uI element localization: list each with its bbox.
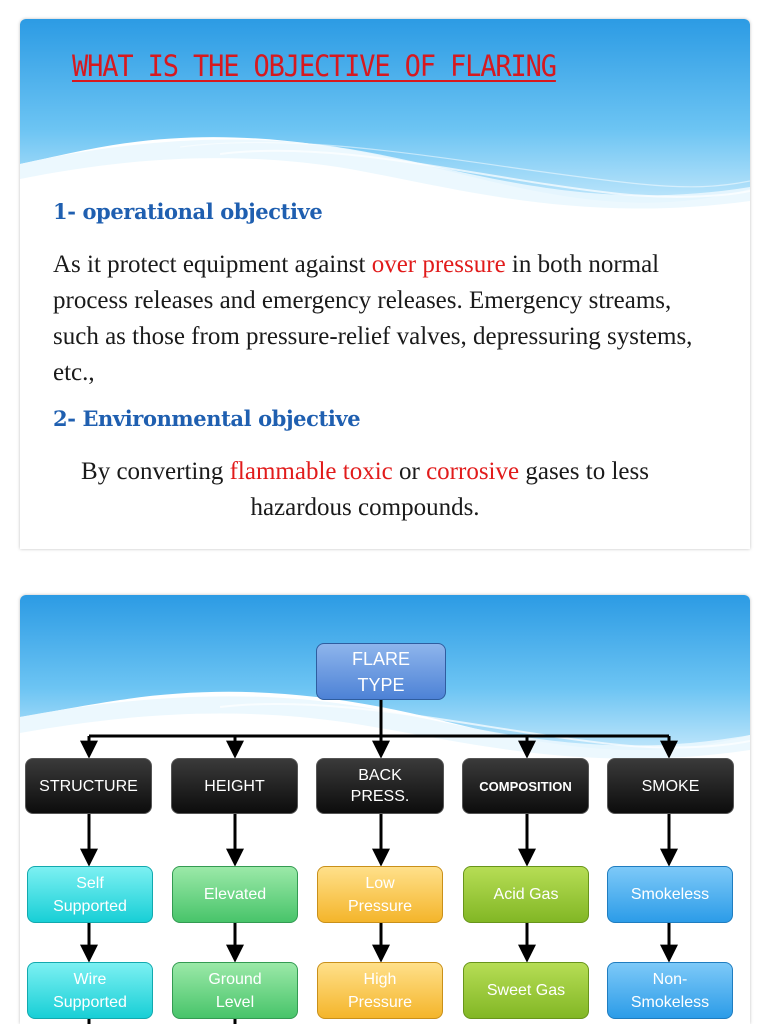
slide-title: WHAT IS THE OBJECTIVE OF FLARING <box>72 49 556 83</box>
text-segment: in both normal process releases and emergency releases. Emergency streams, such as those from pressure-relief valves, depressuring systems, etc., <box>53 251 693 386</box>
environmental-objective-heading: 2- Environmental objective <box>53 406 361 431</box>
node-non-smokeless: Non-Smokeless <box>607 962 733 1019</box>
node-wire-supported: Wire Supported <box>27 962 153 1019</box>
node-smokeless: Smokeless <box>607 866 733 923</box>
operational-objective-text <box>53 247 703 391</box>
text-segment: or <box>392 458 427 485</box>
category-smoke: SMOKE <box>607 758 734 814</box>
node-ground-level: Ground Level <box>172 962 298 1019</box>
text-segment: By converting <box>81 458 230 485</box>
highlight-corrosive: corrosive <box>426 458 520 485</box>
slide-flare-types <box>20 595 750 1024</box>
node-acid-gas: Acid Gas <box>463 866 589 923</box>
node-sweet-gas: Sweet Gas <box>463 962 589 1019</box>
flare-type-root-node <box>316 643 446 700</box>
highlight-flammable-toxic: flammable toxic <box>229 458 393 485</box>
environmental-objective-text <box>40 454 690 526</box>
operational-objective-heading: 1- operational objective <box>53 199 323 224</box>
text-segment: gases to less hazardous compounds. <box>250 458 649 521</box>
slide-flaring-objectives <box>20 19 750 549</box>
category-back-pressure: BACK PRESS. <box>316 758 444 814</box>
node-low-pressure: Low Pressure <box>317 866 443 923</box>
node-self-supported: Self Supported <box>27 866 153 923</box>
root-label-line2: TYPE <box>357 674 405 695</box>
highlight-over-pressure: over pressure <box>371 251 506 278</box>
text-segment: As it protect equipment against <box>53 251 372 278</box>
root-label-line1: FLARE <box>351 648 411 669</box>
category-structure: STRUCTURE <box>25 758 152 814</box>
category-composition: COMPOSITION <box>462 758 589 814</box>
node-high-pressure: High Pressure <box>317 962 443 1019</box>
node-elevated: Elevated <box>172 866 298 923</box>
category-height: HEIGHT <box>171 758 298 814</box>
